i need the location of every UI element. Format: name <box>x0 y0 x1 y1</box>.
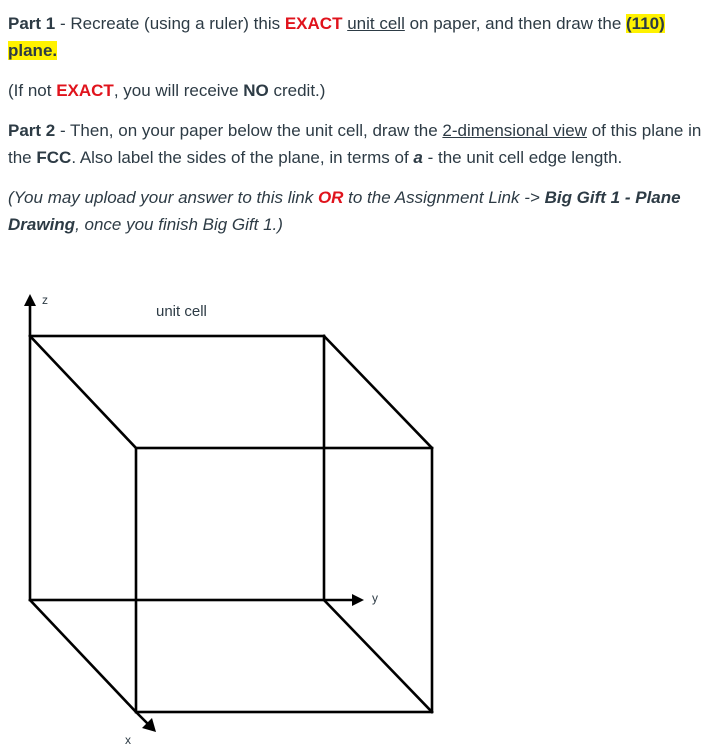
part2-paragraph: Part 2 - Then, on your paper below the unit cell, draw the 2-dimensional view of this plane in the FCC. Also label the sides of the plane, in terms of a - the unit cell edge length. <box>8 121 702 167</box>
part1-text-a: - Recreate (using a ruler) this <box>55 14 285 33</box>
y-axis-arrow-icon <box>352 594 364 606</box>
axis-y-label: y <box>372 591 378 605</box>
axis-x-label: x <box>125 733 131 747</box>
2d-view-link[interactable]: 2-dimensional view <box>442 121 587 140</box>
unit-cell-underlined: unit cell <box>347 14 405 33</box>
fcc-emphasis: FCC <box>36 148 72 167</box>
axis-z-label: z <box>42 293 48 307</box>
upload-paragraph: (You may upload your answer to this link OR to the Assignment Link -> Big Gift 1 - Plane Drawing, once you finish Big Gift 1.) <box>8 188 681 234</box>
unit-cell-drawing <box>0 287 719 752</box>
x-axis-line <box>136 712 148 724</box>
cube-edge-bottom-right <box>324 600 432 712</box>
edge-length-a: a <box>413 148 423 167</box>
plane-index-highlight: (110) <box>626 14 665 33</box>
cube-back-face <box>30 336 324 600</box>
cube-front-face <box>136 448 432 712</box>
plane-word-highlight: plane. <box>8 41 58 60</box>
cube-edge-top-right <box>324 336 432 448</box>
note-exact-emphasis: EXACT <box>56 81 114 100</box>
part1-label: Part 1 <box>8 14 56 33</box>
cube-edge-top-left <box>30 336 136 448</box>
note-paragraph: (If not EXACT, you will receive NO credit.) <box>8 81 326 100</box>
or-emphasis: OR <box>317 188 344 207</box>
part1-text-b: on paper, and then draw the <box>404 14 627 33</box>
z-axis-arrow-icon <box>24 294 36 306</box>
unit-cell-caption: unit cell <box>156 303 207 320</box>
exact-emphasis: EXACT <box>284 14 343 33</box>
part1-paragraph <box>8 10 714 64</box>
big-gift-link: Big Gift 1 - Plane Drawing <box>8 188 681 234</box>
no-credit-emphasis: NO <box>243 81 269 100</box>
cube-edge-bottom-left <box>30 600 136 712</box>
instructions <box>8 10 714 238</box>
unit-cell-figure <box>0 287 719 752</box>
part2-label: Part 2 <box>8 121 56 140</box>
